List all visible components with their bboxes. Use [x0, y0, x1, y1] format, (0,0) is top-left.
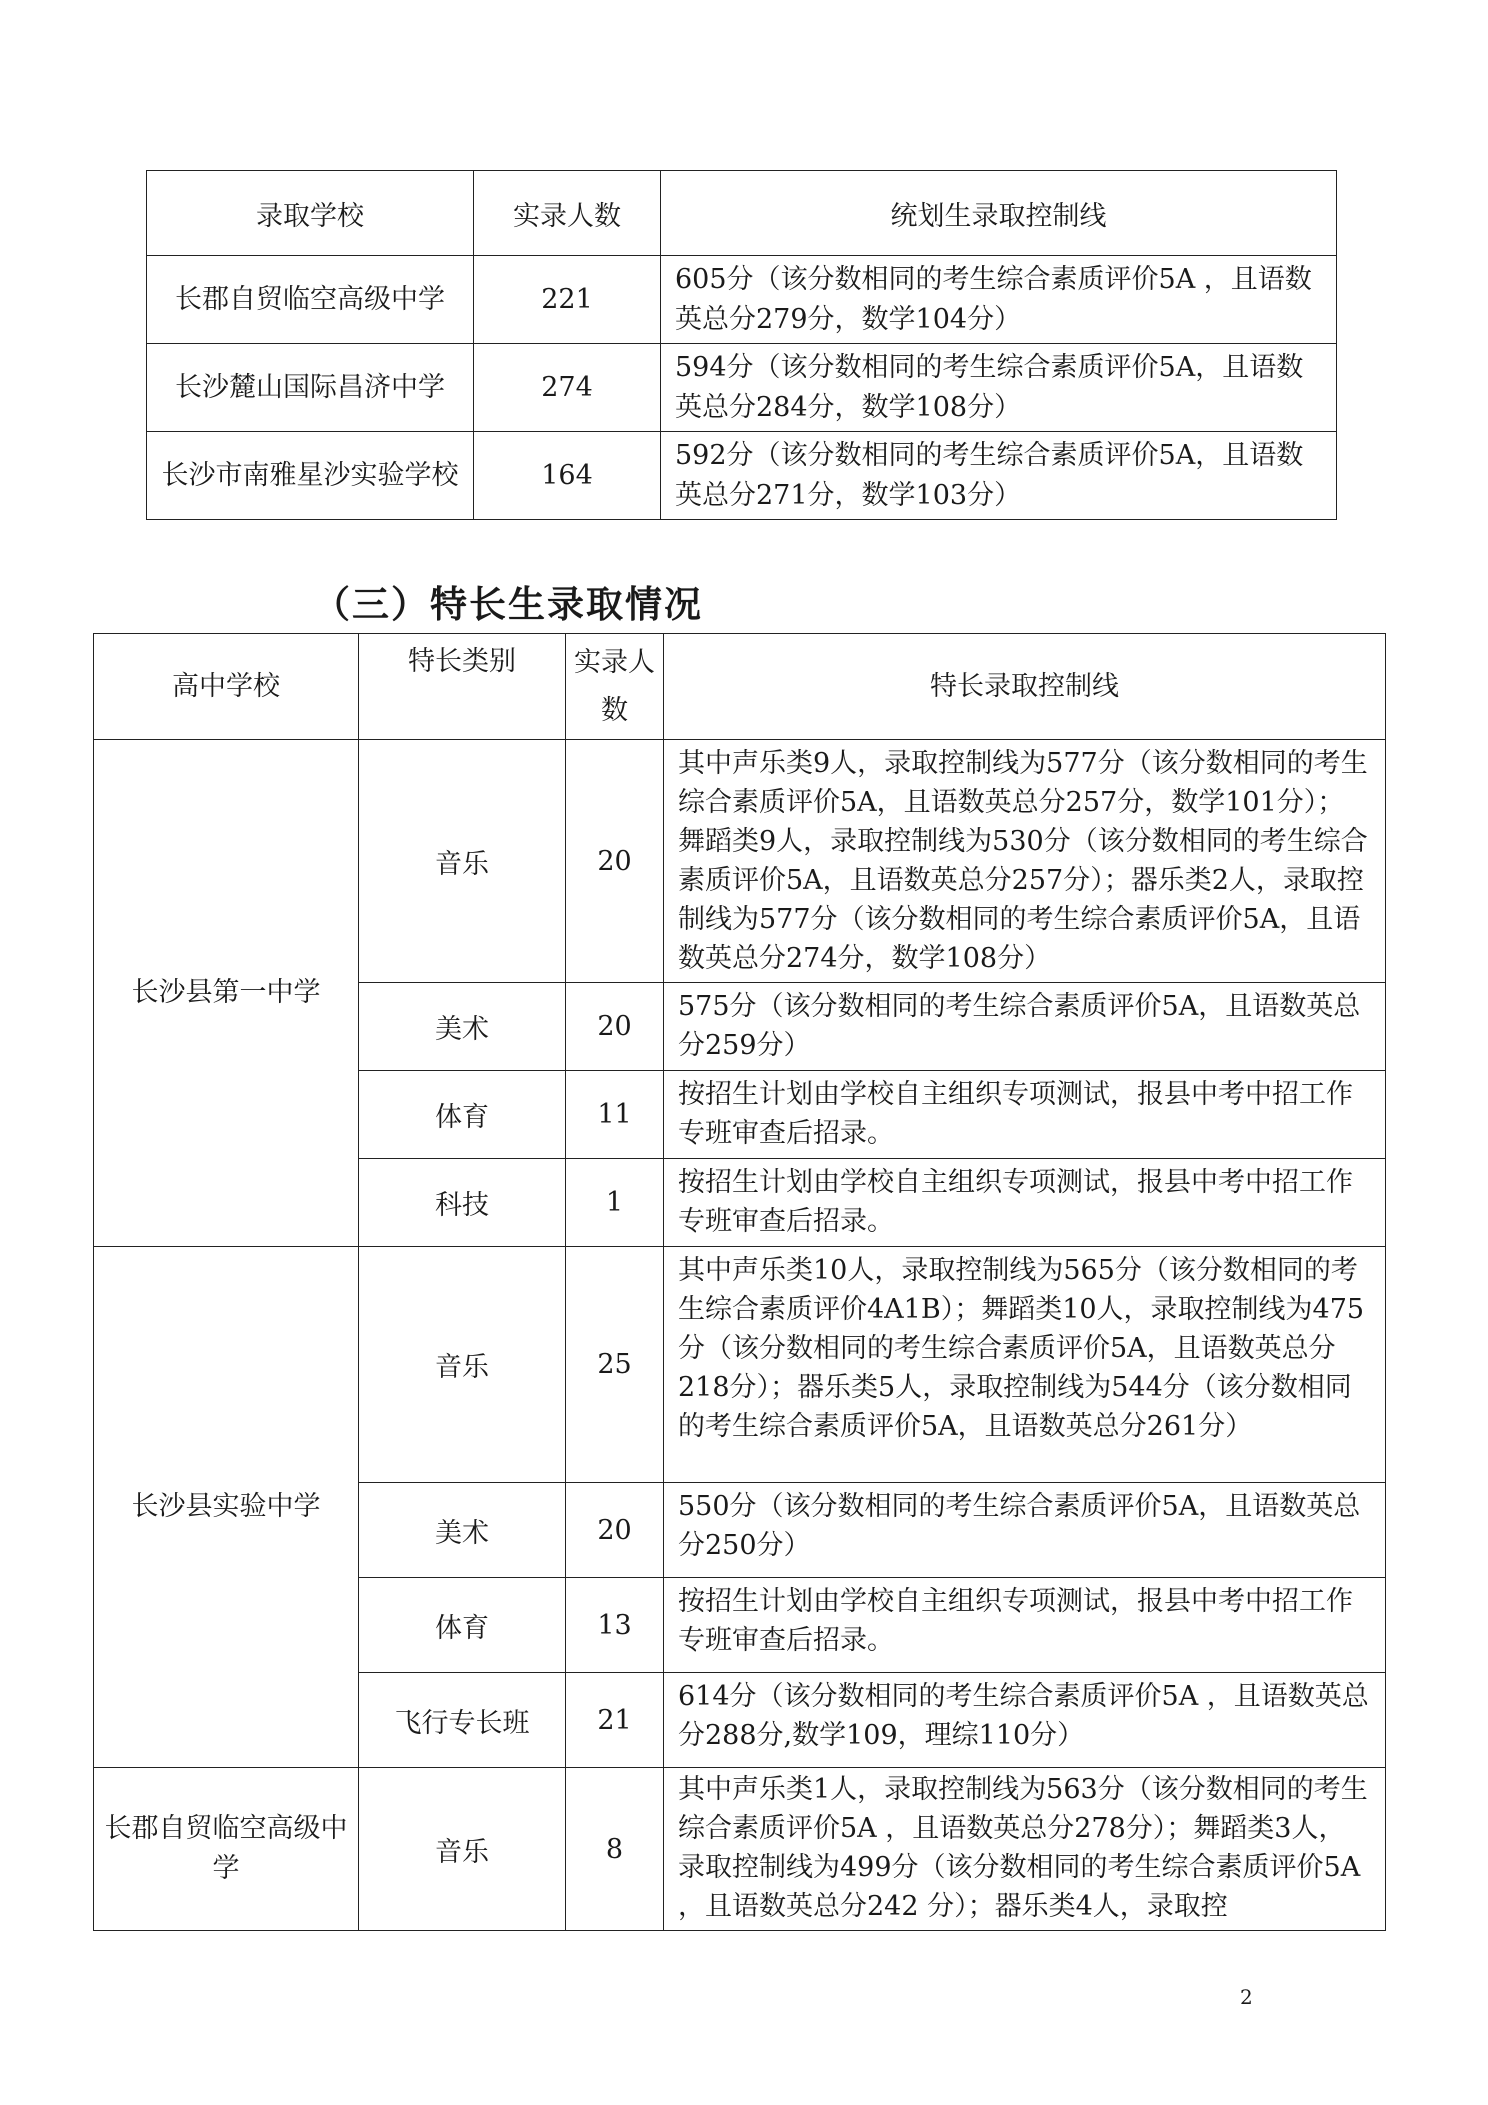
admitted-count: 13: [566, 1578, 664, 1673]
specialty-admission-table: [93, 633, 1386, 1931]
admitted-count: 164: [474, 432, 661, 520]
header-count: 实录人数: [566, 634, 664, 740]
specialty-category: 体育: [359, 1578, 566, 1673]
table-row: [94, 1247, 1386, 1483]
specialty-category: 音乐: [359, 740, 566, 983]
admitted-count: 20: [566, 1483, 664, 1578]
specialty-category: 美术: [359, 1483, 566, 1578]
header-count: 实录人数: [474, 171, 661, 256]
admitted-count: 1: [566, 1159, 664, 1247]
table-row: [94, 740, 1386, 983]
control-line: 550分（该分数相同的考生综合素质评价5A，且语数英总分250分）: [664, 1483, 1386, 1578]
control-line: 594分（该分数相同的考生综合素质评价5A，且语数英总分284分，数学108分）: [661, 344, 1337, 432]
header-control-line: 统划生录取控制线: [661, 171, 1337, 256]
specialty-category: 体育: [359, 1071, 566, 1159]
table-header-row: [147, 171, 1337, 256]
header-control-line: 特长录取控制线: [664, 634, 1386, 740]
admitted-count: 221: [474, 256, 661, 344]
specialty-category: 科技: [359, 1159, 566, 1247]
control-line: 按招生计划由学校自主组织专项测试，报县中考中招工作专班审查后招录。: [664, 1578, 1386, 1673]
specialty-category: 飞行专长班: [359, 1673, 566, 1768]
table-row: [147, 256, 1337, 344]
header-school: 录取学校: [147, 171, 474, 256]
page-number: 2: [1240, 1985, 1253, 2009]
admitted-count: 25: [566, 1247, 664, 1483]
control-line: 按招生计划由学校自主组织专项测试，报县中考中招工作专班审查后招录。: [664, 1159, 1386, 1247]
table-row: [147, 432, 1337, 520]
admission-table: [146, 170, 1337, 520]
control-line: 其中声乐类10人，录取控制线为565分（该分数相同的考生综合素质评价4A1B）；舞蹈类10人，录取控制线为475分（该分数相同的考生综合素质评价5A，且语数英总分218分）；器乐类5人，录取控制线为544分（该分数相同的考生综合素质评价5A，且语数英总分261分）: [664, 1247, 1386, 1483]
school-name: 长沙县实验中学: [94, 1247, 359, 1768]
specialty-category: 音乐: [359, 1768, 566, 1931]
school-name: 长郡自贸临空高级中学: [94, 1768, 359, 1931]
header-school: 高中学校: [94, 634, 359, 740]
control-line: 592分（该分数相同的考生综合素质评价5A，且语数英总分271分，数学103分）: [661, 432, 1337, 520]
specialty-category: 美术: [359, 983, 566, 1071]
school-name: 长沙麓山国际昌济中学: [147, 344, 474, 432]
control-line: 按招生计划由学校自主组织专项测试，报县中考中招工作专班审查后招录。: [664, 1071, 1386, 1159]
admitted-count: 11: [566, 1071, 664, 1159]
school-name: 长郡自贸临空高级中学: [147, 256, 474, 344]
school-name: 长沙市南雅星沙实验学校: [147, 432, 474, 520]
admitted-count: 20: [566, 983, 664, 1071]
control-line: 其中声乐类9人，录取控制线为577分（该分数相同的考生综合素质评价5A，且语数英总分257分，数学101分）；舞蹈类9人，录取控制线为530分（该分数相同的考生综合素质评价5A，且语数英总分257分）；器乐类2人，录取控制线为577分（该分数相同的考生综合素质评价5A，且语数英总分274分，数学108分）: [664, 740, 1386, 983]
control-line: 其中声乐类1人，录取控制线为563分（该分数相同的考生综合素质评价5A ，且语数英总分278分）；舞蹈类3人，录取控制线为499分（该分数相同的考生综合素质评价5A ，且语数英总分242 分）；器乐类4人，录取控: [664, 1768, 1386, 1931]
section-heading: （三）特长生录取情况: [313, 582, 703, 626]
control-line: 614分（该分数相同的考生综合素质评价5A ，且语数英总分288分,数学109，理综110分）: [664, 1673, 1386, 1768]
table-row: [94, 1768, 1386, 1931]
specialty-category: 音乐: [359, 1247, 566, 1483]
control-line: 605分（该分数相同的考生综合素质评价5A ，且语数英总分279分，数学104分）: [661, 256, 1337, 344]
header-category: 特长类别: [359, 634, 566, 740]
table-row: [147, 344, 1337, 432]
admitted-count: 21: [566, 1673, 664, 1768]
table-header-row: [94, 634, 1386, 740]
admitted-count: 20: [566, 740, 664, 983]
admitted-count: 8: [566, 1768, 664, 1931]
school-name: 长沙县第一中学: [94, 740, 359, 1247]
control-line: 575分（该分数相同的考生综合素质评价5A，且语数英总分259分）: [664, 983, 1386, 1071]
admitted-count: 274: [474, 344, 661, 432]
